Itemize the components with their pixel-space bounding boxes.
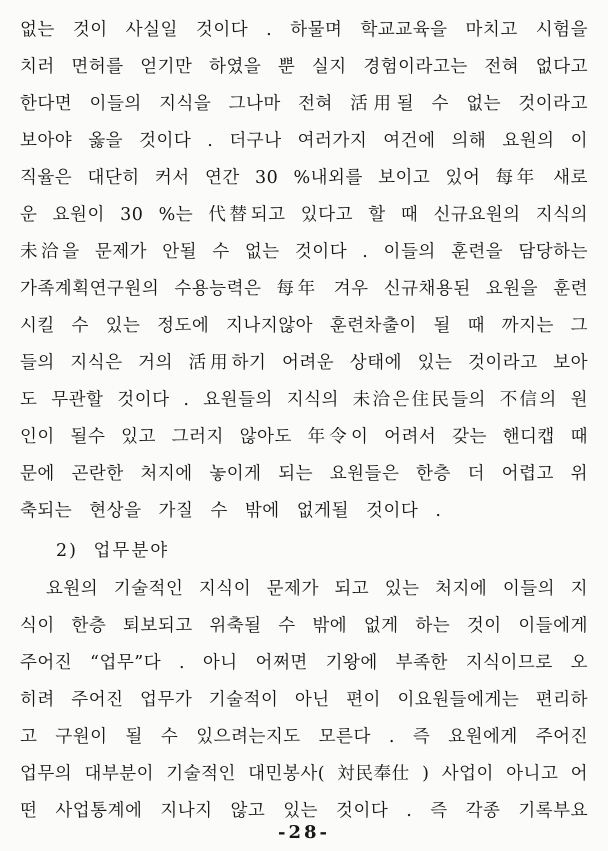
text-line: 未洽을 문제가 안될 수 없는 것이다 . 이들의 훈련을 담당하는 (20, 242, 588, 262)
section-heading: 2) 업무분야 (56, 541, 170, 561)
paragraph-2 (20, 571, 588, 830)
text-line: 가족계획연구원의 수용능력은 每年 겨우 신규채용된 요원을 훈련 (20, 279, 588, 299)
text-line: 운 요원이 30 %는 代替되고 있다고 할 때 신규요원의 지식의 (20, 205, 588, 225)
text-line: 식이 한층 퇴보되고 위축될 수 밖에 없게 하는 것이 이들에게 (20, 616, 588, 636)
text-line: 들의 지식은 거의 活用하기 어려운 상태에 있는 것이라고 보아 (20, 353, 588, 373)
page-number: -28- (278, 822, 330, 843)
text-line: 도 무관할 것이다 . 요원들의 지식의 未洽은住民들의 不信의 원 (20, 390, 588, 410)
text-line: 주어진 “업무”다 . 아니 어쩌면 기왕에 부족한 지식이므로 오 (20, 653, 588, 673)
text-line: 없는 것이 사실일 것이다 . 하물며 학교교육을 마치고 시험을 (20, 20, 588, 40)
paragraph-1 (20, 12, 588, 530)
text-line: 직율은 대단히 커서 연간 30 %내외를 보이고 있어 每年 새로 (20, 168, 588, 188)
text-line: 히려 주어진 업무가 기술적이 아닌 편이 이요원들에게는 편리하 (20, 690, 588, 710)
text-line: 한다면 이들의 지식을 그나마 전혀 活用될 수 없는 것이라고 (20, 94, 588, 114)
text-line: 요원의 기술적인 지식이 문제가 되고 있는 처지에 이들의 지 (46, 579, 588, 599)
text-line: 떤 사업통계에 지나지 않고 있는 것이다 . 즉 각종 기록부요 (20, 801, 588, 821)
text-line: 인이 될수 있고 그러지 않아도 年令이 어려서 갖는 핸디캡 때 (20, 427, 588, 447)
text-line: 고 구원이 될 수 있으려는지도 모른다 . 즉 요원에게 주어진 (20, 727, 588, 747)
text-line: 축되는 현상을 가질 수 밖에 없게될 것이다 . (20, 501, 442, 521)
text-line: 문에 곤란한 처지에 놓이게 되는 요원들은 한층 더 어렵고 위 (20, 464, 588, 484)
text-line: 치러 면허를 얻기만 하였을 뿐 실지 경험이라고는 전혀 없다고 (20, 57, 589, 77)
text-line: 시킬 수 있는 정도에 지나지않아 훈련차출이 될 때 까지는 그 (20, 316, 588, 336)
text-line: 업무의 대부분이 기술적인 대민봉사( 対民奉仕 ) 사업이 아니고 어 (20, 764, 588, 784)
text-line: 보아야 옳을 것이다 . 더구나 여러가지 여건에 의해 요원의 이 (20, 131, 588, 151)
